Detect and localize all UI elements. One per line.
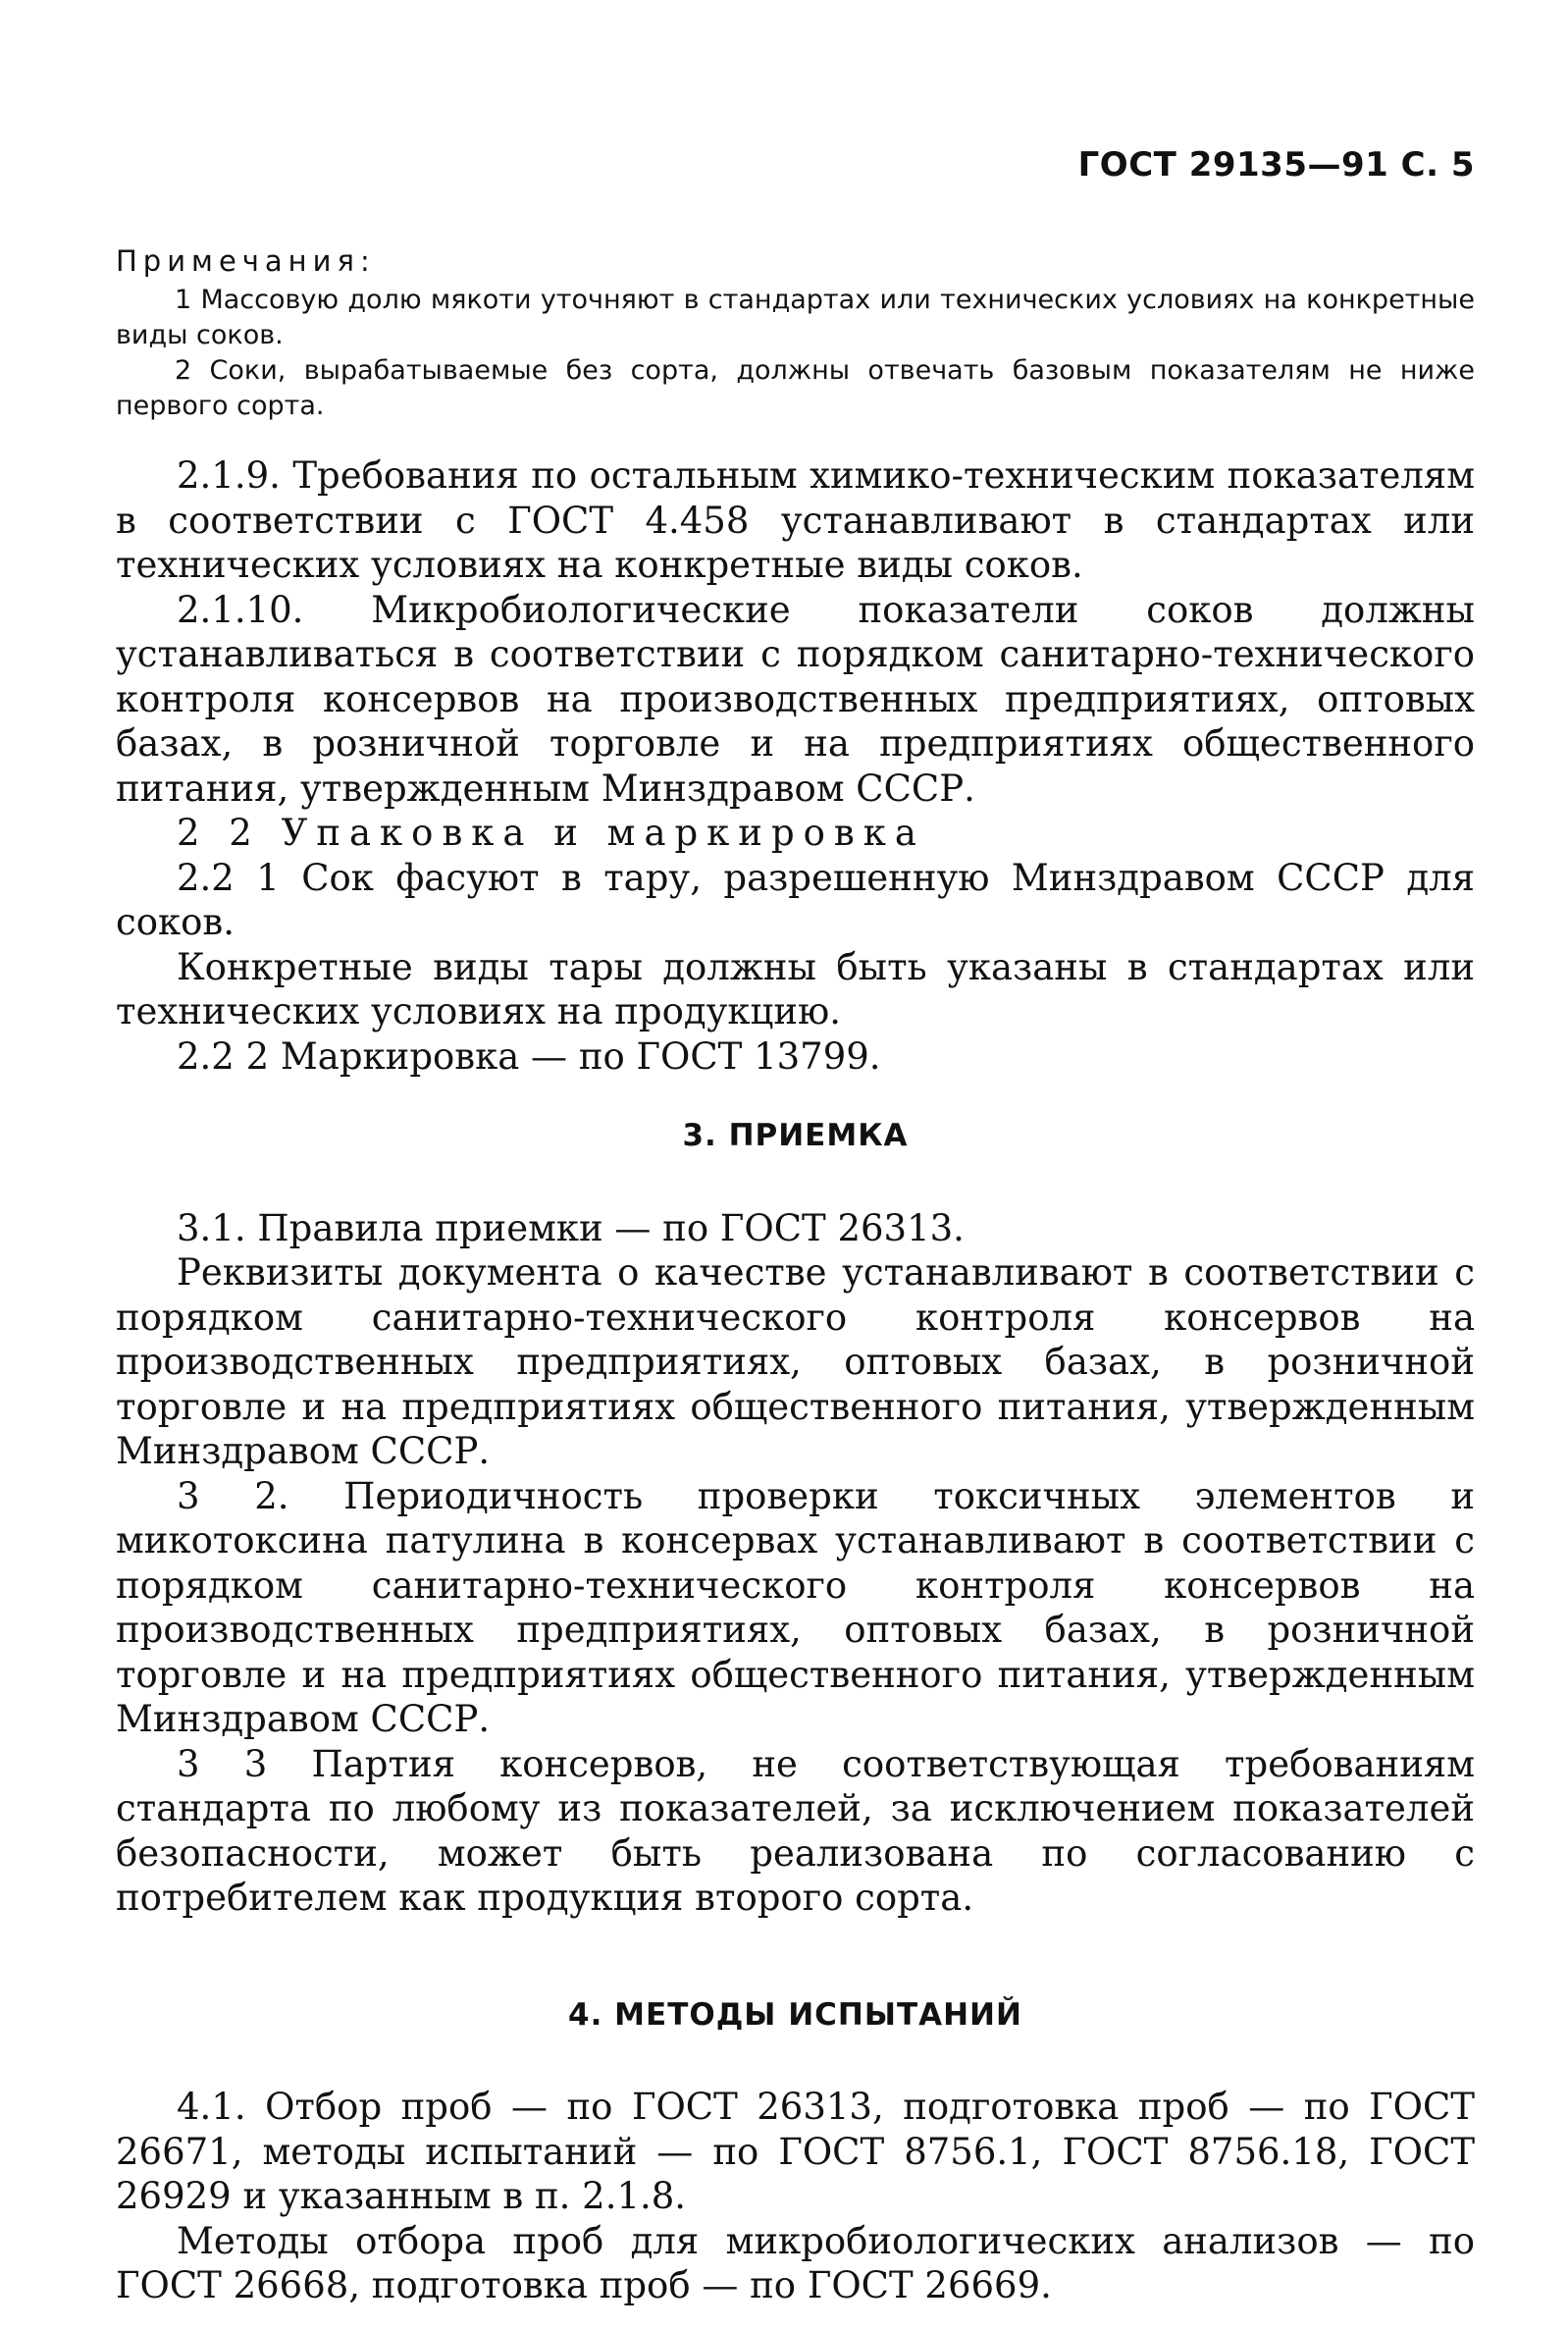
paragraph-4-1-continued: Методы отбора проб для микробиологических анализов — по ГОСТ 26668, подготовка проб — по ГОСТ 26669. xyxy=(116,2219,1475,2306)
paragraph-3-1: 3.1. Правила приемки — по ГОСТ 26313. xyxy=(177,1206,965,1249)
paragraph-4-1: 4.1. Отбор проб — по ГОСТ 26313, подготовка проб — по ГОСТ 26671, методы испытаний — по ГОСТ 8756.1, ГОСТ 8756.18, ГОСТ 26929 и указанным в п. 2.1.8. xyxy=(116,2086,1475,2217)
notes-title: Примечания: xyxy=(116,244,376,278)
paragraph-3-1-continued: Реквизиты документа о качестве устанавливают в соответствии с порядком санитарно-технического контроля консервов на производственных предприятиях, оптовых базах, в розничной торговле и на предприятиях общественного питания, утвержденным Минздравом СССР. xyxy=(116,1251,1475,1472)
document-body xyxy=(116,453,1475,2308)
page-header: ГОСТ 29135—91 С. 5 xyxy=(1077,145,1475,185)
paragraph-2-2-1-continued: Конкретные виды тары должны быть указаны в стандартах или технических условиях на продукцию. xyxy=(116,945,1475,1032)
note-item-2: 2 Соки, вырабатываемые без сорта, должны отвечать базовым показателям не ниже первого сорта. xyxy=(116,355,1475,421)
section-4-heading: 4. МЕТОДЫ ИСПЫТАНИЙ xyxy=(568,1996,1022,2033)
paragraph-2-1-9: 2.1.9. Требования по остальным химико-техническим показателям в соответствии с ГОСТ 4.458 устанавливают в стандартах или технических условиях на конкретные виды соков. xyxy=(116,454,1475,586)
paragraph-3-2: 3 2. Периодичность проверки токсичных элементов и микотоксина патулина в консервах устанавливают в соответствии с порядком санитарно-технического контроля консервов на производственных предприятиях, оптовых базах, в розничной торговле и на предприятиях общественного питания, утвержденным Минздравом СССР. xyxy=(116,1474,1475,1740)
note-item-1: 1 Массовую долю мякоти уточняют в стандартах или технических условиях на конкретные виды соков. xyxy=(116,285,1475,350)
paragraph-2-1-10: 2.1.10. Микробиологические показатели соков должны устанавливаться в соответствии с порядком санитарно-технического контроля консервов на производственных предприятиях, оптовых базах, в розничной торговле и на предприятиях общественного питания, утвержденным Минздравом СССР. xyxy=(116,588,1475,810)
subsection-2-2-heading: 2 2 Упаковка и маркировка xyxy=(177,812,925,854)
paragraph-3-3: 3 3 Партия консервов, не соответствующая требованиям стандарта по любому из показателей, за исключением показателей безопасности, может быть реализована по согласованию с потребителем как продукция второго сорта. xyxy=(116,1742,1475,1919)
paragraph-2-2-2: 2.2 2 Маркировка — по ГОСТ 13799. xyxy=(177,1034,881,1078)
paragraph-2-2-1: 2.2 1 Сок фасуют в тару, разрешенную Минздравом СССР для соков. xyxy=(116,856,1475,943)
section-3-heading: 3. ПРИЕМКА xyxy=(682,1118,909,1153)
notes-block xyxy=(116,243,1475,424)
